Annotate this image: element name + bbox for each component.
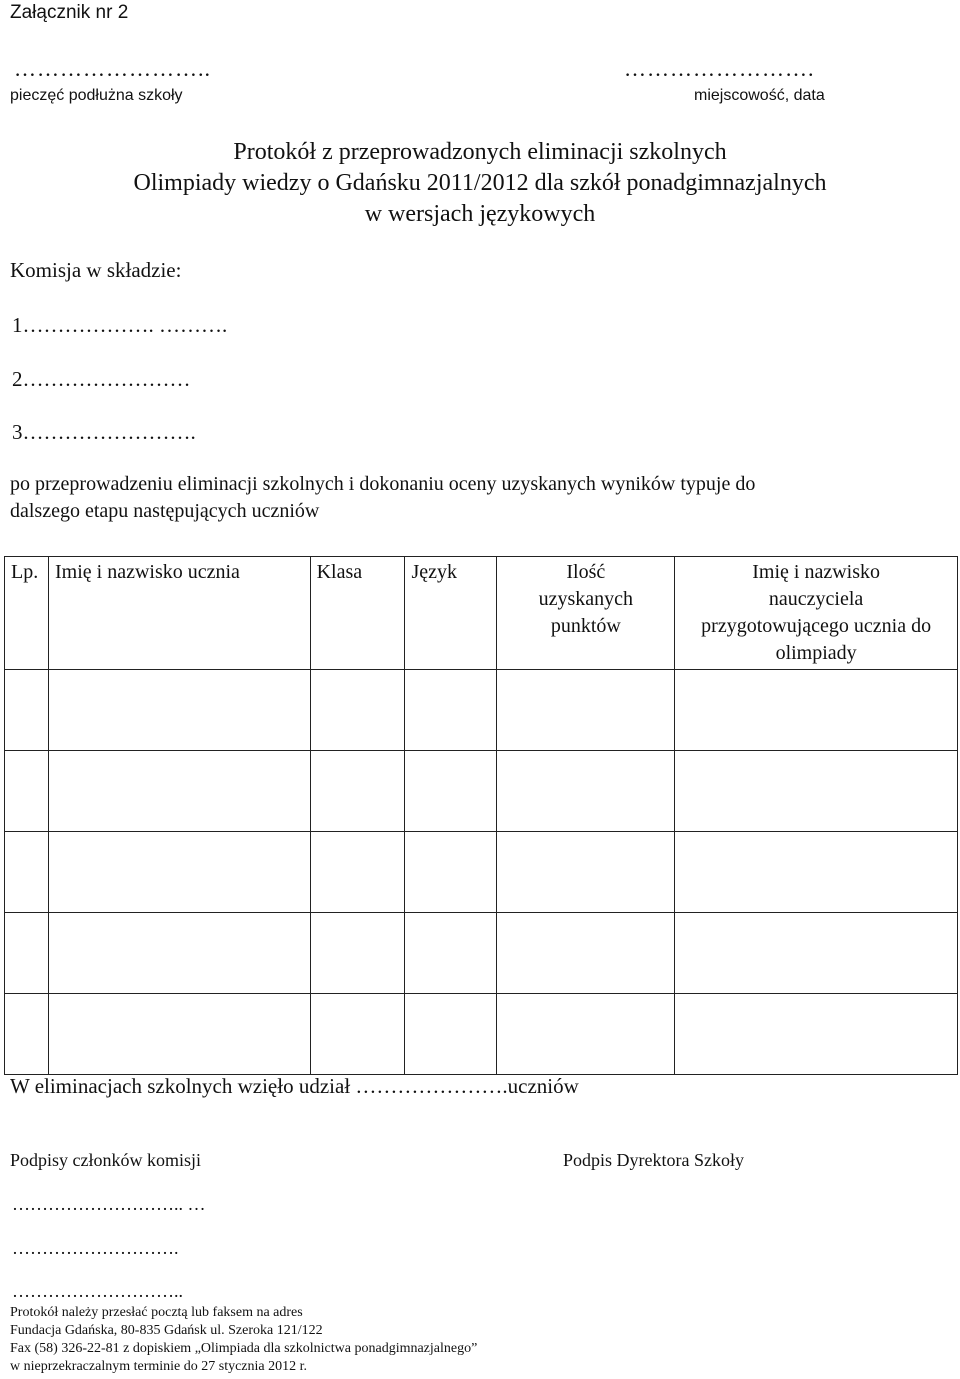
cell-points[interactable]: [497, 994, 675, 1075]
stamp-label: pieczęć podłużna szkoły: [10, 87, 183, 104]
cell-class[interactable]: [310, 670, 405, 751]
director-signature-label: Podpis Dyrektora Szkoły: [563, 1150, 744, 1170]
table-row: [5, 670, 958, 751]
cell-language[interactable]: [405, 994, 497, 1075]
cell-student-name[interactable]: [48, 994, 310, 1075]
commission-label: Komisja w składzie:: [10, 258, 182, 282]
header-points-line: punktów: [550, 615, 621, 637]
commission-member-2: 2……………………: [12, 367, 191, 391]
participants-line: W eliminacjach szkolnych wzięło udział ………………….uczniów: [10, 1074, 579, 1098]
table-row: [5, 832, 958, 913]
footer-line-2: Fundacja Gdańska, 80-835 Gdańsk ul. Szeroka 121/122: [10, 1323, 323, 1338]
table-row: [5, 751, 958, 832]
cell-language[interactable]: [405, 913, 497, 994]
cell-lp[interactable]: [5, 913, 49, 994]
header-teacher: [675, 557, 958, 670]
signature-dots-1: ……………………….. …: [12, 1194, 206, 1214]
cell-class[interactable]: [310, 994, 405, 1075]
page-title-line-2: Olimpiady wiedzy o Gdańsku 2011/2012 dla szkół ponadgimnazjalnych: [133, 170, 827, 196]
cell-student-name[interactable]: [48, 832, 310, 913]
cell-class[interactable]: [310, 913, 405, 994]
signature-dots-2: ……………………….: [12, 1238, 179, 1258]
header-student-name: Imię i nazwisko ucznia: [48, 557, 310, 670]
header-class: Klasa: [310, 557, 405, 670]
cell-teacher[interactable]: [675, 670, 958, 751]
commission-member-1: 1………………. ……….: [12, 313, 228, 337]
cell-language[interactable]: [405, 832, 497, 913]
commission-signatures-label: Podpisy członków komisji: [10, 1150, 202, 1170]
cell-teacher[interactable]: [675, 994, 958, 1075]
place-dots: …………………….: [624, 56, 815, 81]
cell-student-name[interactable]: [48, 913, 310, 994]
cell-points[interactable]: [497, 832, 675, 913]
header-points: [497, 557, 675, 670]
cell-teacher[interactable]: [675, 913, 958, 994]
cell-student-name[interactable]: [48, 751, 310, 832]
cell-points[interactable]: [497, 913, 675, 994]
table-header-row: [5, 557, 958, 670]
cell-class[interactable]: [310, 751, 405, 832]
cell-lp[interactable]: [5, 994, 49, 1075]
table-row: [5, 994, 958, 1075]
header-teacher-line: przygotowującego ucznia do: [701, 615, 932, 637]
header-points-line: Ilość: [566, 561, 606, 583]
attachment-label: Załącznik nr 2: [10, 2, 129, 23]
page-title-line-1: Protokół z przeprowadzonych eliminacji szkolnych: [233, 139, 727, 165]
header-lp: Lp.: [5, 557, 49, 670]
cell-teacher[interactable]: [675, 751, 958, 832]
place-date-label: miejscowość, data: [694, 87, 825, 104]
cell-lp[interactable]: [5, 751, 49, 832]
intro-line-1: po przeprowadzeniu eliminacji szkolnych i dokonaniu oceny uzyskanych wyników typuje do: [10, 473, 756, 495]
commission-member-3: 3…………………….: [12, 420, 196, 444]
header-teacher-line: olimpiady: [775, 642, 857, 664]
cell-points[interactable]: [497, 751, 675, 832]
cell-language[interactable]: [405, 670, 497, 751]
footer-line-3: Fax (58) 326-22-81 z dopiskiem „Olimpiada dla szkolnictwa ponadgimnazjalnego”: [10, 1341, 478, 1356]
students-table: [4, 556, 958, 1075]
intro-line-2: dalszego etapu następujących uczniów: [10, 500, 320, 522]
header-language: Język: [405, 557, 497, 670]
cell-points[interactable]: [497, 670, 675, 751]
header-points-line: uzyskanych: [538, 588, 634, 610]
cell-class[interactable]: [310, 832, 405, 913]
signature-dots-3: ………………………..: [12, 1281, 183, 1301]
footer-line-1: Protokół należy przesłać pocztą lub faksem na adres: [10, 1305, 303, 1320]
header-teacher-line: Imię i nazwisko: [752, 561, 880, 583]
header-teacher-line: nauczyciela: [768, 588, 864, 610]
cell-lp[interactable]: [5, 832, 49, 913]
table-row: [5, 913, 958, 994]
cell-student-name[interactable]: [48, 670, 310, 751]
cell-lp[interactable]: [5, 670, 49, 751]
footer-line-4: w nieprzekraczalnym terminie do 27 stycznia 2012 r.: [10, 1359, 308, 1374]
cell-language[interactable]: [405, 751, 497, 832]
page-title-line-3: w wersjach językowych: [364, 201, 596, 227]
stamp-dots: ……………………..: [14, 56, 211, 81]
cell-teacher[interactable]: [675, 832, 958, 913]
